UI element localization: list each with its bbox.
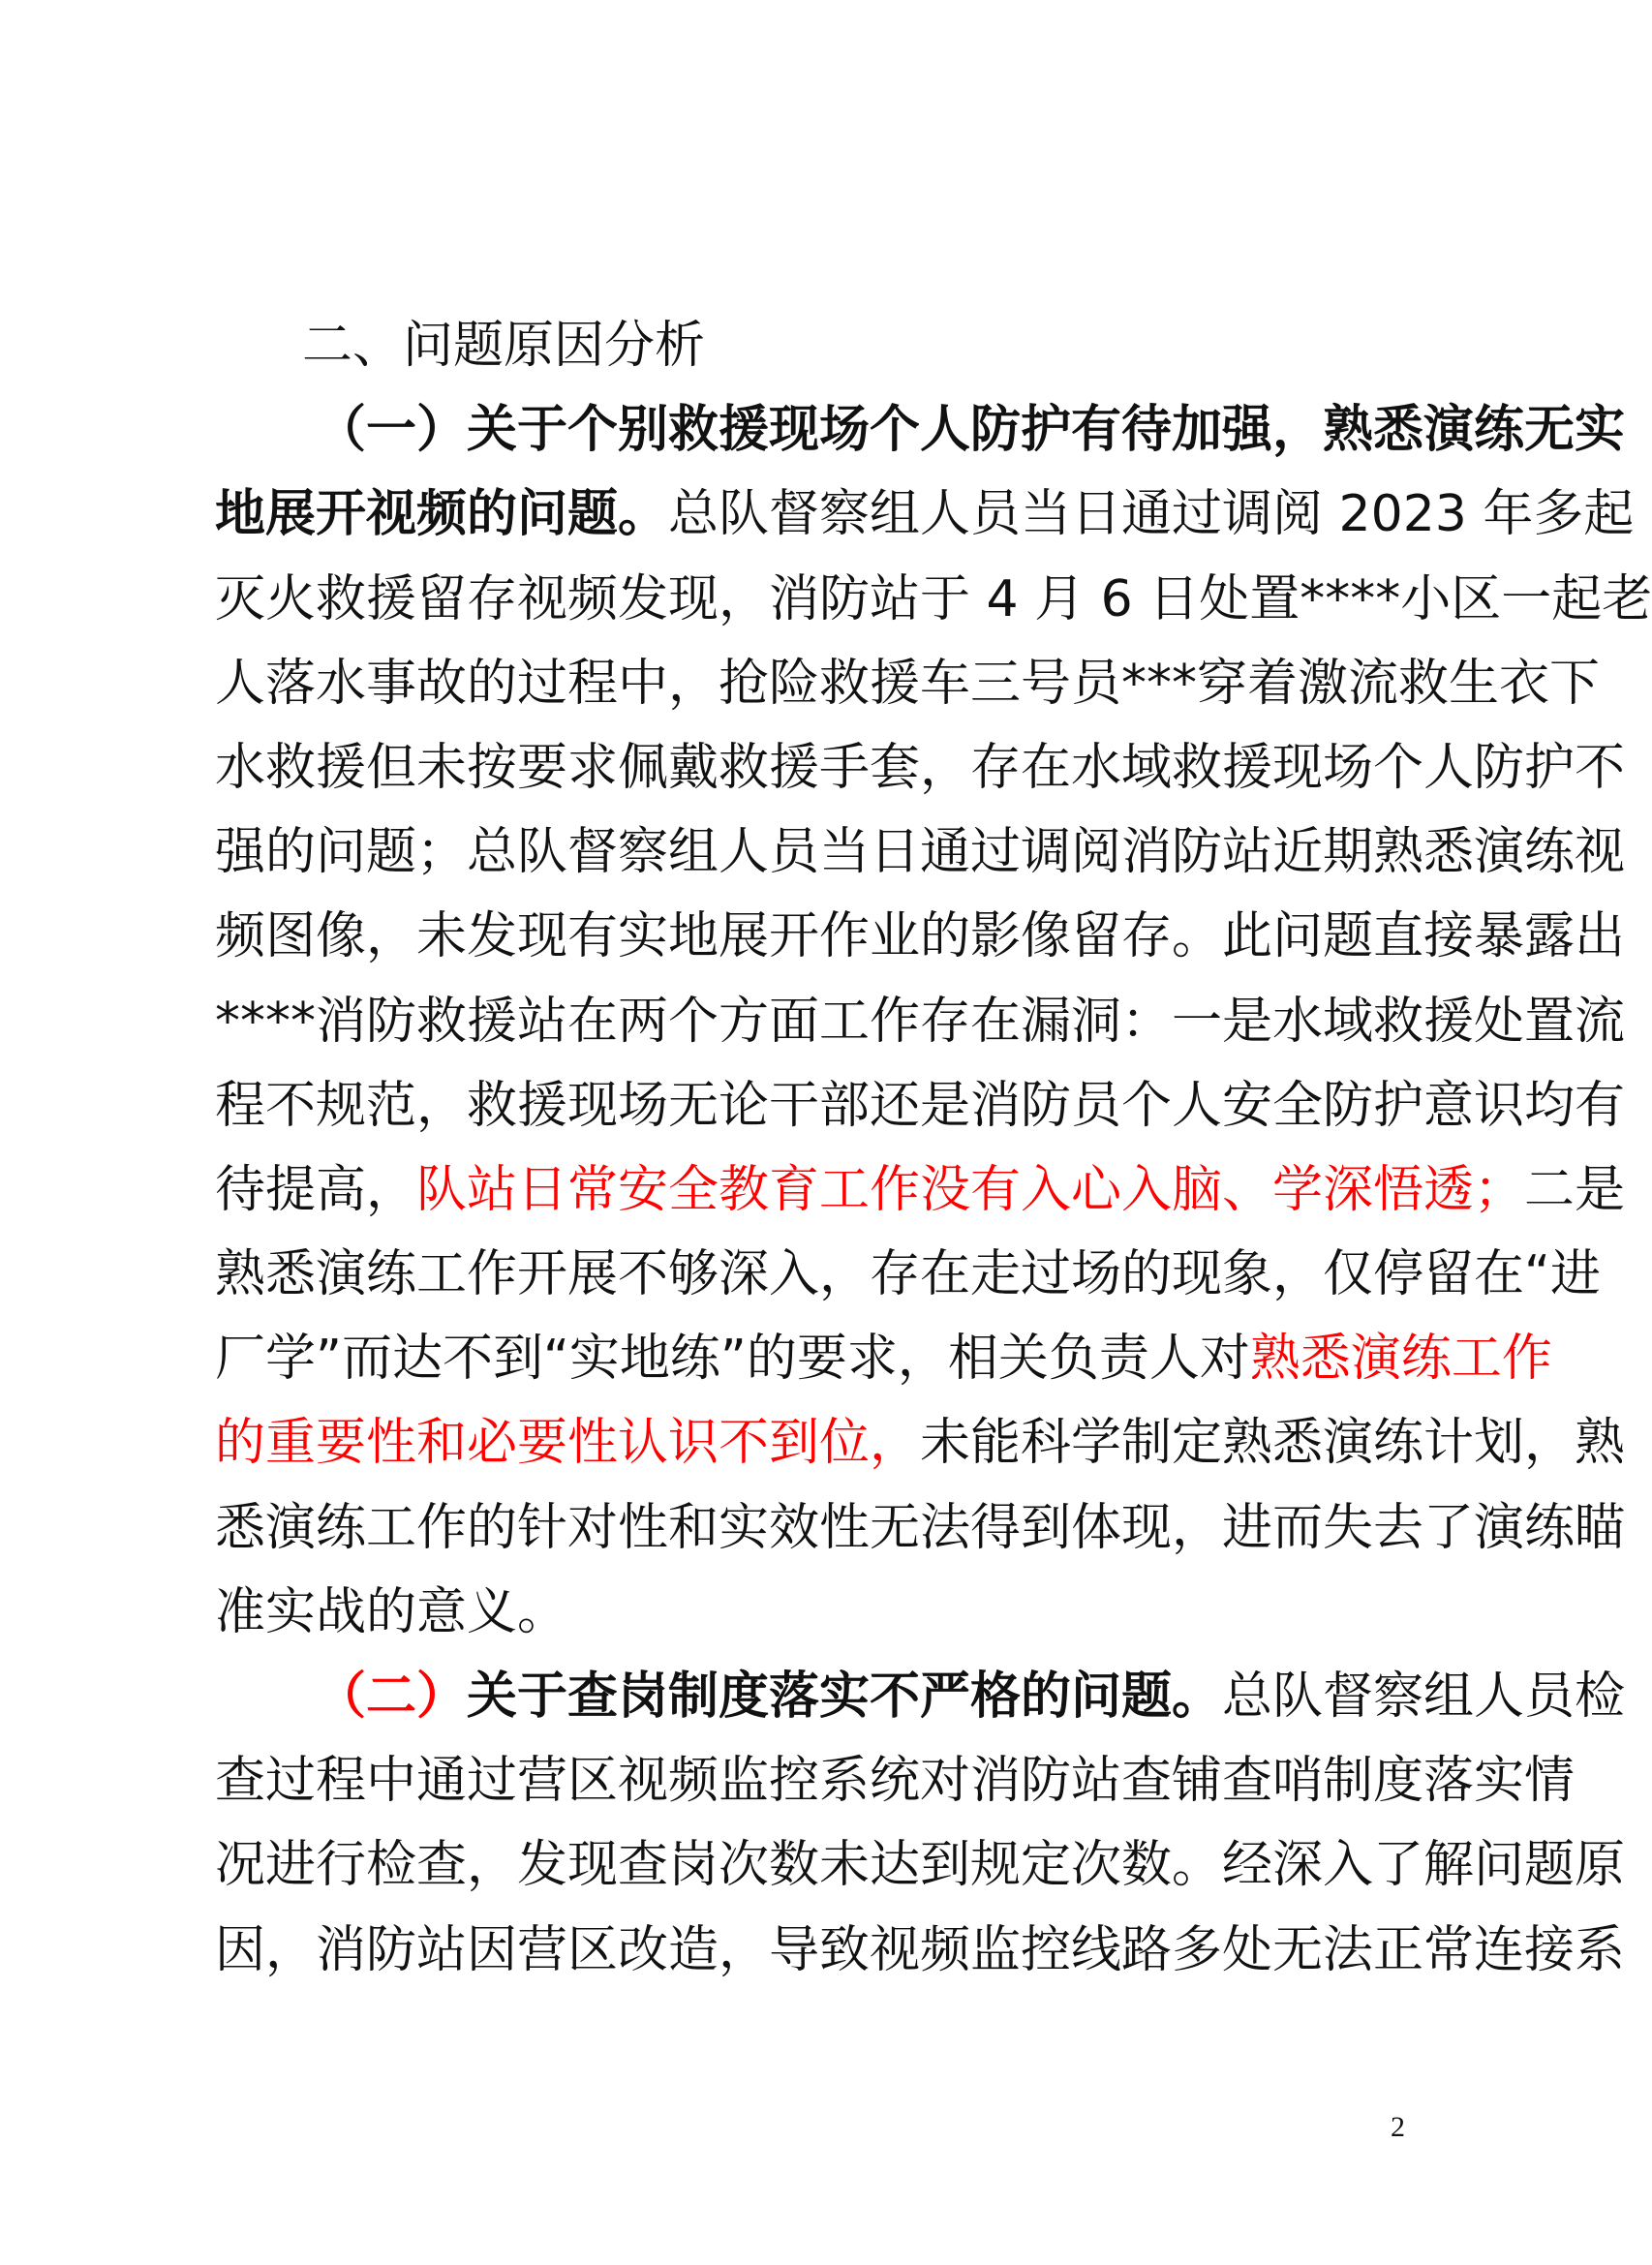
text-segment: 待提高， [215, 1160, 417, 1219]
section-heading [215, 304, 1409, 388]
text-segment: 水救援但未按要求佩戴救援手套，存在水域救援现场个人防护不 [215, 738, 1626, 797]
highlighted-text: 的重要性和必要性认识不到位， [215, 1414, 921, 1473]
bold-text: 地展开视频的问题。 [215, 485, 669, 544]
text-segment: 程不规范，救援现场无论干部还是消防员个人安全防护意识均有 [215, 1076, 1626, 1135]
text-line [215, 895, 1626, 979]
text-segment: 未能科学制定熟悉演练计划，熟 [920, 1414, 1626, 1473]
text-line [215, 1064, 1626, 1148]
document-body [215, 304, 1652, 1993]
bold-text: （一）关于个别救援现场个人防护有待加强，熟悉演练无实 [316, 401, 1626, 460]
text-line [215, 1233, 1601, 1317]
text-segment: 总队督察组人员当日通过调阅 2023 年多起 [668, 485, 1635, 544]
text-line [215, 388, 1626, 473]
text-line [215, 1823, 1626, 1908]
text-segment: 厂学”而达不到“实地练”的要求，相关负责人对 [215, 1330, 1250, 1389]
text-line [215, 726, 1626, 811]
highlighted-text: 队站日常安全教育工作没有入心入脑、学深悟透； [416, 1160, 1525, 1219]
text-segment: 人落水事故的过程中，抢险救援车三号员***穿着激流救生衣下 [215, 654, 1601, 713]
text-line [215, 980, 1626, 1064]
text-segment: 准实战的意义。 [215, 1582, 568, 1641]
text-segment: 况进行检查，发现查岗次数未达到规定次数。经深入了解问题原 [215, 1836, 1626, 1895]
text-segment: 因，消防站因营区改造，导致视频监控线路多处无法正常连接系 [215, 1920, 1626, 1979]
text-segment: 总队督察组人员检 [1222, 1668, 1626, 1726]
text-line [215, 1401, 1626, 1485]
highlighted-text: 熟悉演练工作 [1249, 1330, 1552, 1389]
text-line [215, 1571, 1409, 1655]
text-line [215, 1739, 1576, 1823]
text-segment: 查过程中通过营区视频监控系统对消防站查铺查哨制度落实情 [215, 1752, 1576, 1811]
bold-text: 关于查岗制度落实不严格的问题。 [467, 1668, 1223, 1726]
page-number: 2 [1391, 2111, 1405, 2143]
text-line [215, 1909, 1626, 1993]
highlighted-text: （二） [316, 1668, 468, 1726]
text-line [215, 811, 1626, 895]
text-segment: 二、问题原因分析 [302, 317, 706, 375]
text-segment: 熟悉演练工作开展不够深入，存在走过场的现象，仅停留在“进 [215, 1245, 1601, 1304]
text-line [215, 558, 1652, 642]
text-line [215, 1148, 1626, 1233]
text-line [215, 1317, 1552, 1401]
text-segment: 二是 [1524, 1160, 1626, 1219]
text-segment: 频图像，未发现有实地展开作业的影像留存。此问题直接暴露出 [215, 907, 1626, 966]
text-segment: 悉演练工作的针对性和实效性无法得到体现，进而失去了演练瞄 [215, 1498, 1626, 1557]
text-segment: 灭火救援留存视频发现，消防站于 4 月 6 日处置****小区一起老 [215, 569, 1652, 628]
text-line [215, 473, 1635, 557]
text-segment: ****消防救援站在两个方面工作存在漏洞：一是水域救援处置流 [215, 992, 1626, 1051]
text-line [215, 1486, 1626, 1571]
text-line [215, 642, 1601, 726]
text-line [215, 1655, 1626, 1739]
text-segment: 强的问题；总队督察组人员当日通过调阅消防站近期熟悉演练视 [215, 823, 1626, 882]
